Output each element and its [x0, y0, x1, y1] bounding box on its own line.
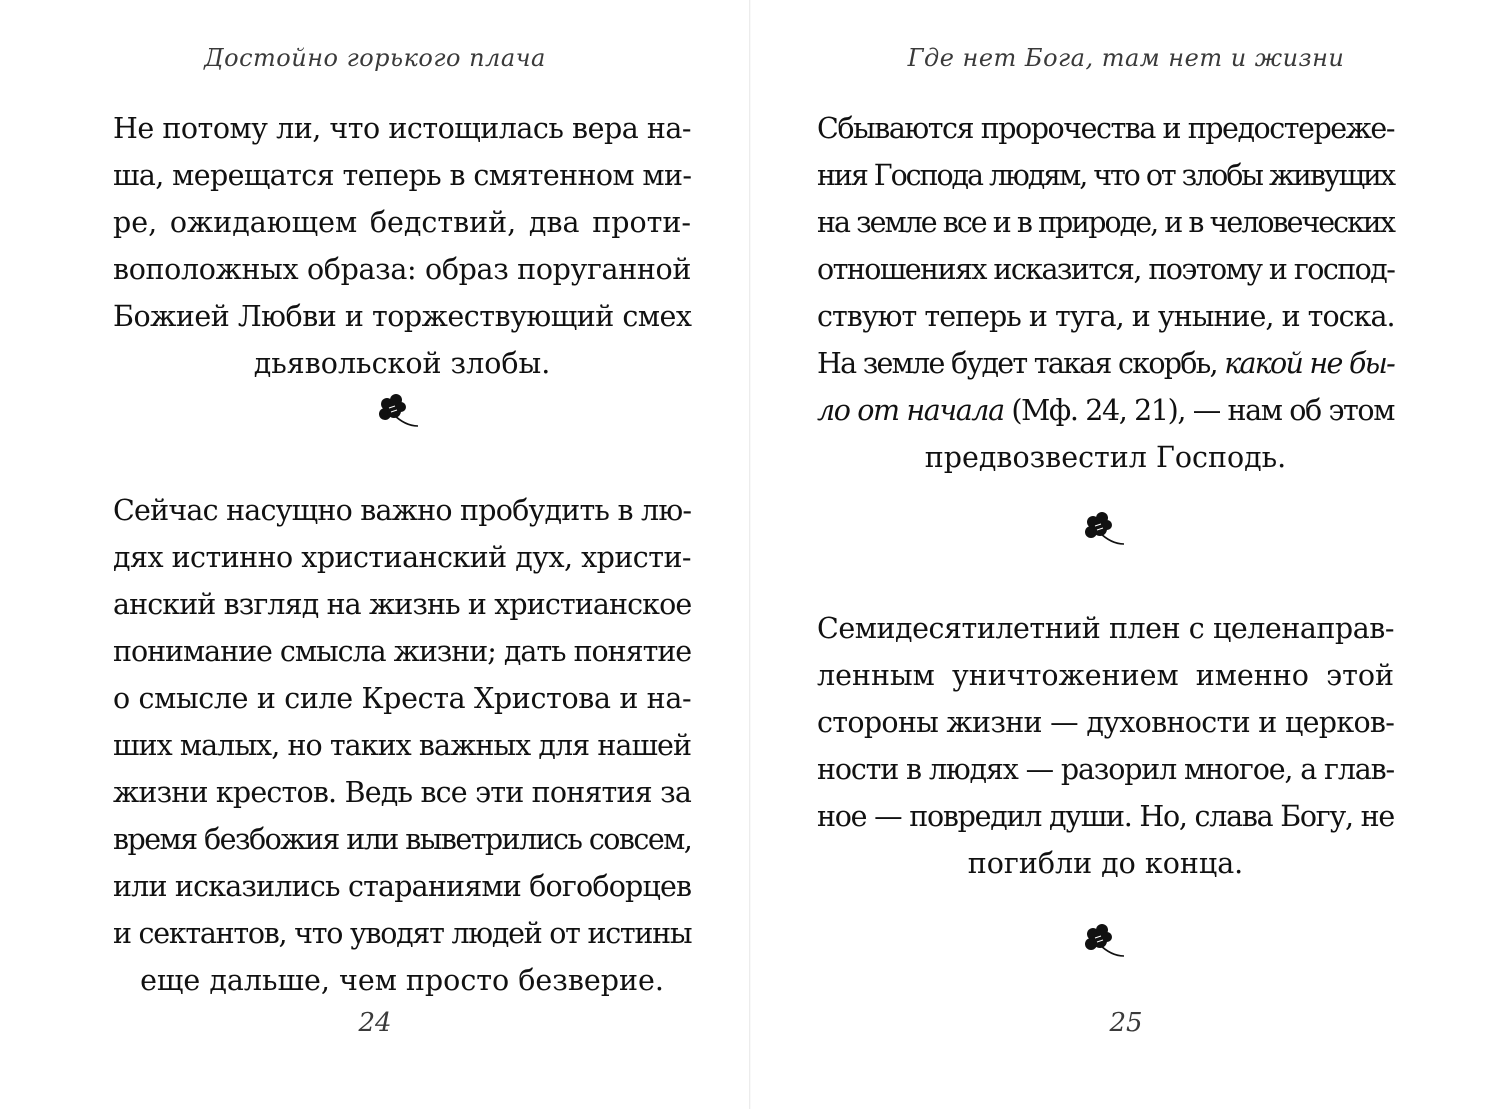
text-line: дях истинно христианский дух, христи-: [113, 541, 691, 574]
leaf-ornament-icon: [375, 392, 419, 428]
text-line: [817, 340, 1394, 387]
running-head-left: Достойно горького плача: [204, 44, 546, 72]
left-paragraph-2: [113, 487, 691, 1004]
leaf-ornament-icon: [1081, 510, 1125, 546]
page-number-right: 25: [1109, 1008, 1143, 1038]
text-line: ленным уничтожением именно этой: [817, 659, 1394, 692]
text-line: ния Господа людям, что от злобы живущих: [817, 159, 1394, 192]
text-line: воположных образа: образ поруганной: [113, 253, 691, 286]
text-line: Сейчас насущно важно пробудить в лю-: [113, 494, 692, 527]
scripture-quote: какой не бы-: [1224, 347, 1394, 380]
text-line: время безбожия или выветрились совсем,: [113, 823, 692, 856]
text-line: понимание смысла жизни; дать понятие: [113, 635, 692, 668]
text-line: ности в людях — разорил многое, а глав-: [817, 753, 1394, 786]
text-line: или исказились стараниями богоборцев: [113, 870, 692, 903]
page-number-left: 24: [358, 1008, 392, 1038]
text-line: на земле все и в природе, и в человеческих: [817, 206, 1394, 239]
text-line: Сбываются пророчества и предостереже-: [817, 112, 1394, 145]
text-line: ша, мерещатся теперь в смятенном ми-: [113, 159, 692, 192]
text-line: ре, ожидающем бедствий, два проти-: [113, 206, 691, 239]
text-line: предвозвестил Господь.: [924, 441, 1287, 474]
text-line: ное — повредил души. Но, слава Богу, не: [817, 800, 1394, 833]
text-line: Не потому ли, что истощилась вера на-: [113, 112, 691, 145]
text-line: Семидесятилетний плен с целенаправ-: [817, 612, 1394, 645]
running-head-right: Где нет Бога, там нет и жизни: [907, 44, 1345, 72]
text-line: Божией Любви и торжествующий смех: [113, 300, 692, 333]
text-line: дьявольской злобы.: [253, 347, 551, 380]
text-line: о смысле и силе Креста Христова и на-: [113, 682, 692, 715]
right-paragraph-1: [817, 105, 1394, 481]
left-page: [0, 0, 750, 1109]
left-paragraph-1: [113, 105, 691, 387]
right-paragraph-2: [817, 605, 1394, 887]
scripture-quote: ло от начала: [817, 394, 1004, 427]
text-line: анский взгляд на жизнь и христианское: [113, 588, 692, 621]
text-line: погибли до конца.: [967, 847, 1244, 880]
leaf-ornament-icon: [1081, 922, 1125, 958]
text-line: [817, 387, 1394, 434]
right-page: [751, 0, 1501, 1109]
text-line: и сектантов, что уводят людей от истины: [113, 917, 692, 950]
scripture-reference: (Мф. 24, 21), — нам об этом: [1011, 394, 1395, 427]
text-line: отношениях исказится, поэтому и господ-: [817, 253, 1395, 286]
text-line: стороны жизни — духовности и церков-: [817, 706, 1395, 739]
text-fragment: На земле будет такая скорбь,: [817, 347, 1217, 380]
text-line: ствуют теперь и туга, и уныние, и тоска.: [817, 300, 1395, 333]
text-line: жизни крестов. Ведь все эти понятия за: [113, 776, 691, 809]
text-line: еще дальше, чем просто безверие.: [140, 964, 664, 997]
text-line: ших малых, но таких важных для нашей: [113, 729, 691, 762]
